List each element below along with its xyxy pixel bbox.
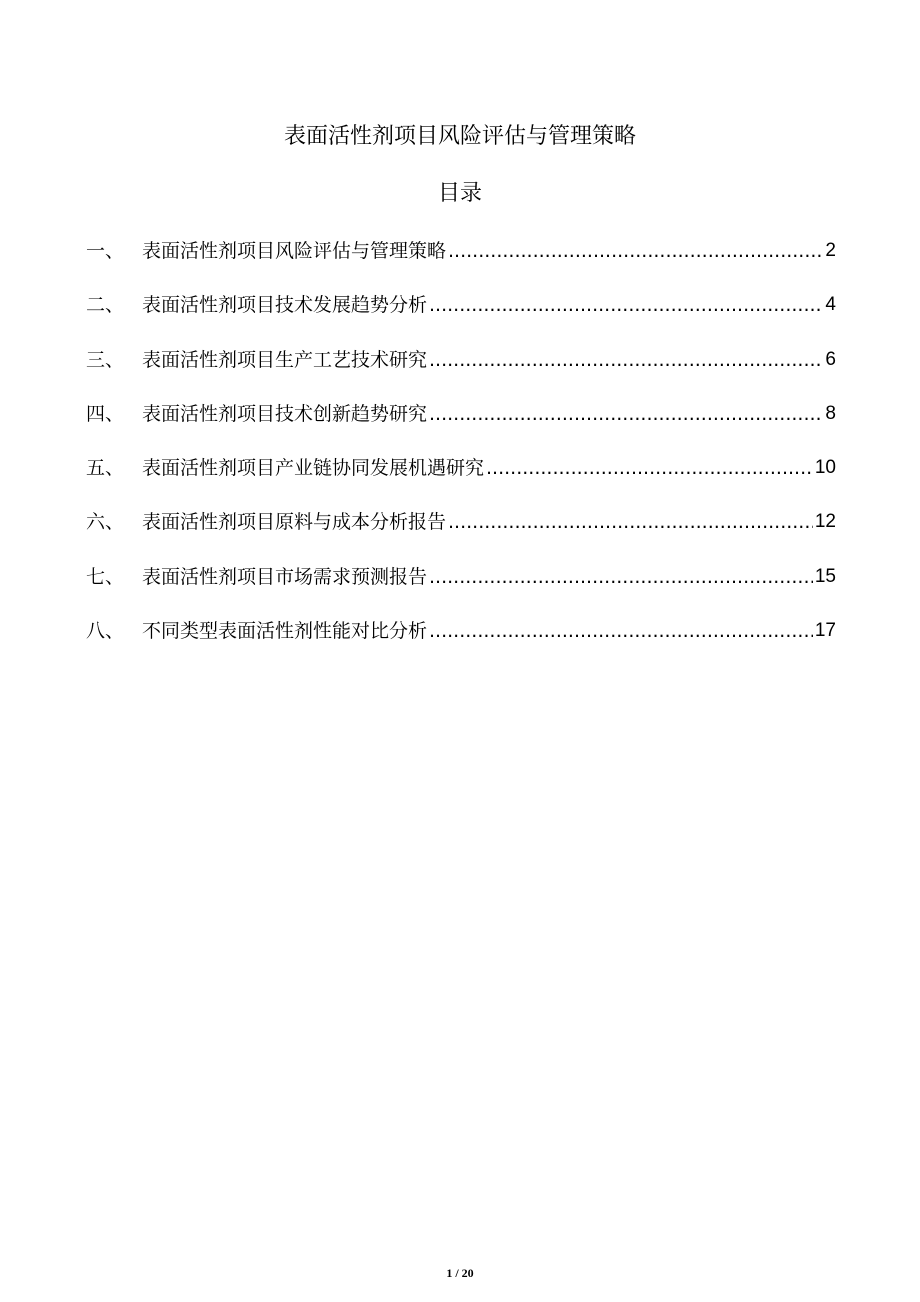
toc-entry[interactable] — [86, 616, 836, 646]
toc-entry[interactable] — [86, 345, 836, 375]
toc-entry-page: 6 — [825, 348, 836, 370]
dot-leader — [429, 290, 823, 320]
toc-heading: 目录 — [437, 181, 482, 206]
document-title: 表面活性剂项目风险评估与管理策略 — [283, 124, 636, 149]
toc-entry-page: 8 — [825, 402, 836, 424]
table-of-contents — [86, 236, 836, 670]
toc-entry-page: 17 — [814, 620, 836, 642]
dot-leader — [429, 345, 823, 375]
dot-leader — [486, 453, 813, 483]
toc-entry-page: 15 — [814, 565, 836, 587]
toc-entry-page: 4 — [825, 294, 836, 316]
toc-entry-title: 表面活性剂项目生产工艺技术研究 — [142, 348, 428, 371]
toc-entry-number: 二、 — [86, 294, 125, 317]
toc-entry[interactable] — [86, 290, 836, 320]
toc-entry-page: 2 — [825, 240, 836, 261]
toc-entry-title: 表面活性剂项目产业链协同发展机遇研究 — [142, 457, 485, 480]
toc-entry-title: 表面活性剂项目原料与成本分析报告 — [142, 511, 447, 534]
toc-entry-page: 12 — [814, 511, 836, 533]
dot-leader — [448, 236, 823, 266]
dot-leader — [429, 616, 813, 646]
toc-entry-title: 表面活性剂项目市场需求预测报告 — [142, 565, 428, 588]
toc-entry-number: 五、 — [86, 457, 125, 480]
toc-entry-number: 六、 — [86, 511, 125, 534]
toc-entry-page: 10 — [814, 457, 836, 479]
dot-leader — [429, 562, 813, 592]
toc-entry-title: 表面活性剂项目技术创新趋势研究 — [142, 402, 428, 425]
dot-leader — [448, 507, 813, 537]
toc-entry[interactable] — [86, 399, 836, 429]
toc-entry-number: 三、 — [86, 348, 125, 371]
toc-entry[interactable] — [86, 507, 836, 537]
toc-entry-title: 不同类型表面活性剂性能对比分析 — [142, 620, 428, 643]
toc-entry-title: 表面活性剂项目技术发展趋势分析 — [142, 294, 428, 317]
dot-leader — [429, 399, 823, 429]
toc-entry-number: 一、 — [86, 240, 125, 262]
toc-entry-title: 表面活性剂项目风险评估与管理策略 — [142, 240, 447, 262]
toc-entry[interactable] — [86, 562, 836, 592]
page-footer: 1 / 20 — [446, 1266, 474, 1280]
toc-entry-number: 八、 — [86, 620, 125, 643]
toc-entry-number: 四、 — [86, 402, 125, 425]
toc-entry[interactable] — [86, 236, 836, 266]
toc-entry[interactable] — [86, 453, 836, 483]
toc-entry-number: 七、 — [86, 565, 125, 588]
